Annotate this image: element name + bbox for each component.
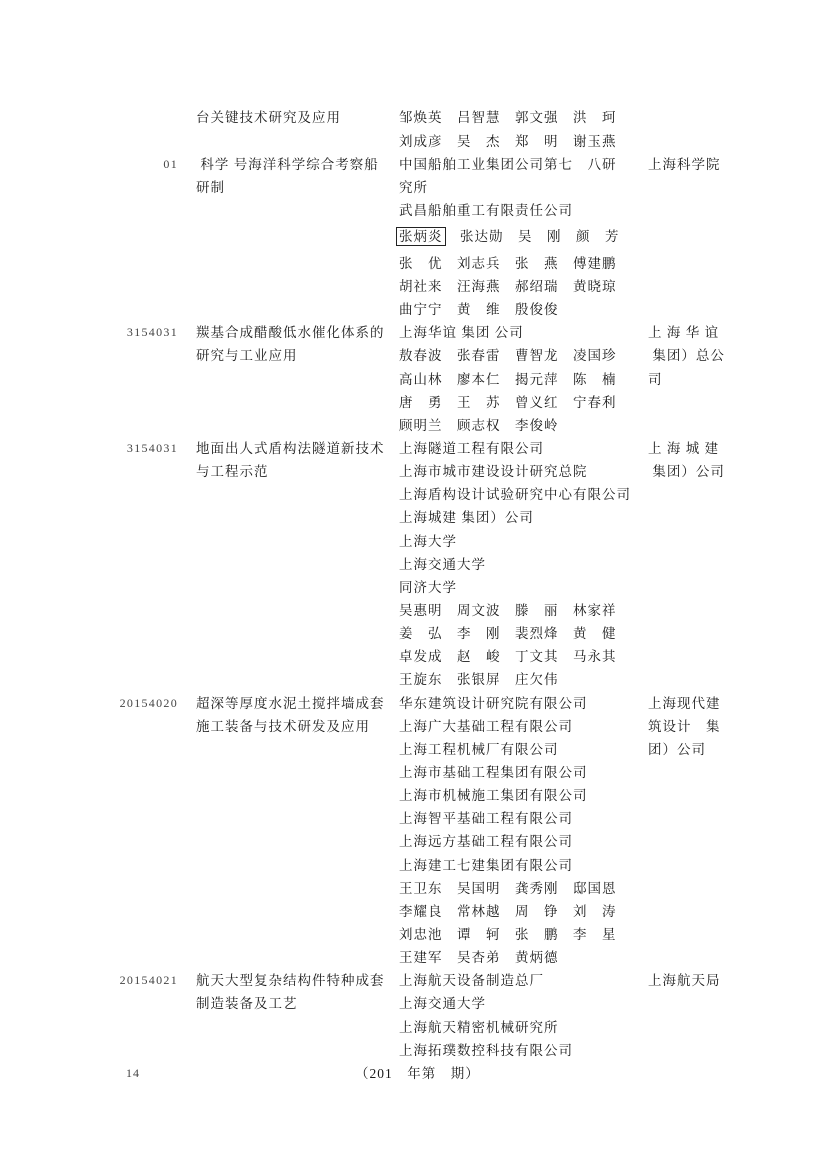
award-number: 3154031 xyxy=(126,325,178,340)
recommender-line: 上 海 城 建 xyxy=(648,441,720,457)
award-row xyxy=(110,692,728,970)
unit-member-line: 李耀良 常林越 周 铮 刘 涛 xyxy=(399,903,617,919)
unit-member-line: 上海航天设备制造总厂 xyxy=(399,973,544,989)
unit-member-line: 上海智平基础工程有限公司 xyxy=(399,811,573,827)
unit-member-line xyxy=(399,222,648,252)
recommender-cell xyxy=(648,153,728,176)
boxed-name: 张炳炎 xyxy=(396,227,446,246)
award-row xyxy=(110,437,728,692)
recommender-line: 集团）总公 xyxy=(648,348,725,364)
unit-member-text: 张达勋 吴 刚 颜 芳 xyxy=(445,229,620,245)
award-row xyxy=(110,969,728,1062)
issue-label: （201 年第 期） xyxy=(355,1066,480,1082)
award-number: 01 xyxy=(163,156,178,171)
unit-member-line: 上海市城市建设设计研究总院 xyxy=(399,464,588,480)
project-cell xyxy=(196,106,399,129)
unit-member-line: 王旋东 张银屏 庄欠伟 xyxy=(399,672,559,688)
unit-member-line: 上海远方基础工程有限公司 xyxy=(399,834,573,850)
unit-member-line: 姜 弘 李 刚 裴烈烽 黄 健 xyxy=(399,626,617,642)
award-number: 20154020 xyxy=(119,695,178,710)
unit-member-line: 刘成彦 吴 杰 郑 明 谢玉燕 xyxy=(399,133,617,149)
unit-member-line: 上海拓璞数控科技有限公司 xyxy=(399,1042,573,1058)
units-cell xyxy=(399,321,648,437)
award-row xyxy=(110,321,728,437)
project-cell xyxy=(196,437,399,483)
units-cell xyxy=(399,692,648,970)
project-name-line: 制造装备及工艺 xyxy=(196,996,298,1012)
award-row xyxy=(110,153,728,322)
award-number xyxy=(110,106,196,129)
recommender-cell xyxy=(648,969,728,992)
project-cell xyxy=(196,692,399,738)
award-number: 20154021 xyxy=(119,973,178,988)
project-name-line: 超深等厚度水泥土搅拌墙成套 xyxy=(196,695,385,711)
unit-member-line: 刘忠池 谭 轲 张 鹏 李 星 xyxy=(399,926,617,942)
unit-member-line: 上海交通大学 xyxy=(399,996,486,1012)
unit-member-line: 上海城建 集团）公司 xyxy=(399,510,534,526)
unit-member-line: 华东建筑设计研究院有限公司 xyxy=(399,695,588,711)
recommender-line: 上 海 华 谊 xyxy=(648,325,720,341)
recommender-cell xyxy=(648,321,728,390)
recommender-line: 司 xyxy=(648,371,663,387)
recommender-cell xyxy=(648,692,728,761)
project-name-line: 地面出人式盾构法隧道新技术 xyxy=(196,441,385,457)
unit-member-line: 顾明兰 顾志权 李俊岭 xyxy=(399,417,559,433)
unit-member-line: 上海交通大学 xyxy=(399,556,486,572)
project-name-line: 研制 xyxy=(196,179,225,195)
project-cell xyxy=(196,969,399,1015)
award-row xyxy=(110,106,728,152)
unit-member-line: 曲宁宁 黄 维 殷俊俊 xyxy=(399,302,559,318)
unit-member-line: 上海华谊 集团 公司 xyxy=(399,325,524,341)
project-cell xyxy=(196,153,399,199)
unit-member-line: 张 优 刘志兵 张 燕 傅建鹏 xyxy=(399,255,617,271)
unit-member-line: 邹焕英 吕智慧 郭文强 洪 珂 xyxy=(399,110,617,126)
units-cell xyxy=(399,106,648,152)
unit-member-line: 高山林 廖本仁 揭元萍 陈 楠 xyxy=(399,371,617,387)
unit-member-line: 敖春波 张春雷 曹智龙 凌国珍 xyxy=(399,348,617,364)
unit-member-line: 上海广大基础工程有限公司 xyxy=(399,718,573,734)
unit-member-line: 吴惠明 周文波 滕 丽 林家祥 xyxy=(399,603,617,618)
unit-member-line: 唐 勇 王 苏 曾义红 宁春利 xyxy=(399,394,617,410)
recommender-line: 上海航天局 xyxy=(648,973,721,989)
recommender-line: 上海现代建 xyxy=(648,695,721,711)
project-name-line: 科学 号海洋科学综合考察船 xyxy=(196,156,379,172)
unit-member-line: 上海市基础工程集团有限公司 xyxy=(399,764,588,780)
unit-member-line: 上海工程机械厂有限公司 xyxy=(399,741,559,757)
unit-member-line: 同济大学 xyxy=(399,579,457,595)
award-table xyxy=(110,106,728,1061)
unit-member-line: 上海航天精密机械研究所 xyxy=(399,1019,559,1035)
unit-member-line: 王建军 吴杏弟 黄炳德 xyxy=(399,950,559,966)
unit-member-line: 王卫东 吴国明 龚秀刚 邸国恩 xyxy=(399,880,617,896)
recommender-cell xyxy=(648,437,728,483)
project-name-line: 施工装备与技术研发及应用 xyxy=(196,718,370,734)
unit-member-line: 胡社来 汪海燕 郝绍瑞 黄晓琼 xyxy=(399,279,617,295)
units-cell xyxy=(399,153,648,322)
project-name-line: 航天大型复杂结构件特种成套 xyxy=(196,973,385,989)
project-name-line: 研究与工业应用 xyxy=(196,348,298,364)
unit-member-line: 究所 xyxy=(399,179,428,195)
units-cell xyxy=(399,437,648,692)
project-name-line: 台关键技术研究及应用 xyxy=(196,110,341,126)
recommender-line: 筑设计 集 xyxy=(648,718,721,734)
unit-member-line: 上海市机械施工集团有限公司 xyxy=(399,788,588,804)
unit-member-line: 卓发成 赵 峻 丁文其 马永其 xyxy=(399,649,617,665)
unit-member-line: 武昌船舶重工有限责任公司 xyxy=(399,202,573,218)
unit-member-line: 中国船舶工业集团公司第七 八研 xyxy=(399,156,617,172)
award-number: 3154031 xyxy=(126,441,178,456)
project-name-line: 羰基合成醋酸低水催化体系的 xyxy=(196,325,385,341)
unit-member-line: 上海隧道工程有限公司 xyxy=(399,441,544,457)
project-cell xyxy=(196,321,399,367)
page-number: 14 xyxy=(126,1066,140,1081)
unit-member-line: 上海盾构设计试验研究中心有限公司 xyxy=(399,487,631,503)
recommender-line: 集团）公司 xyxy=(648,464,725,480)
units-cell xyxy=(399,969,648,1062)
unit-member-line: 上海大学 xyxy=(399,533,457,549)
unit-member-line: 上海建工七建集团有限公司 xyxy=(399,857,573,873)
project-name-line: 与工程示范 xyxy=(196,464,269,480)
recommender-line: 上海科学院 xyxy=(648,156,721,172)
recommender-line: 团）公司 xyxy=(648,741,706,757)
